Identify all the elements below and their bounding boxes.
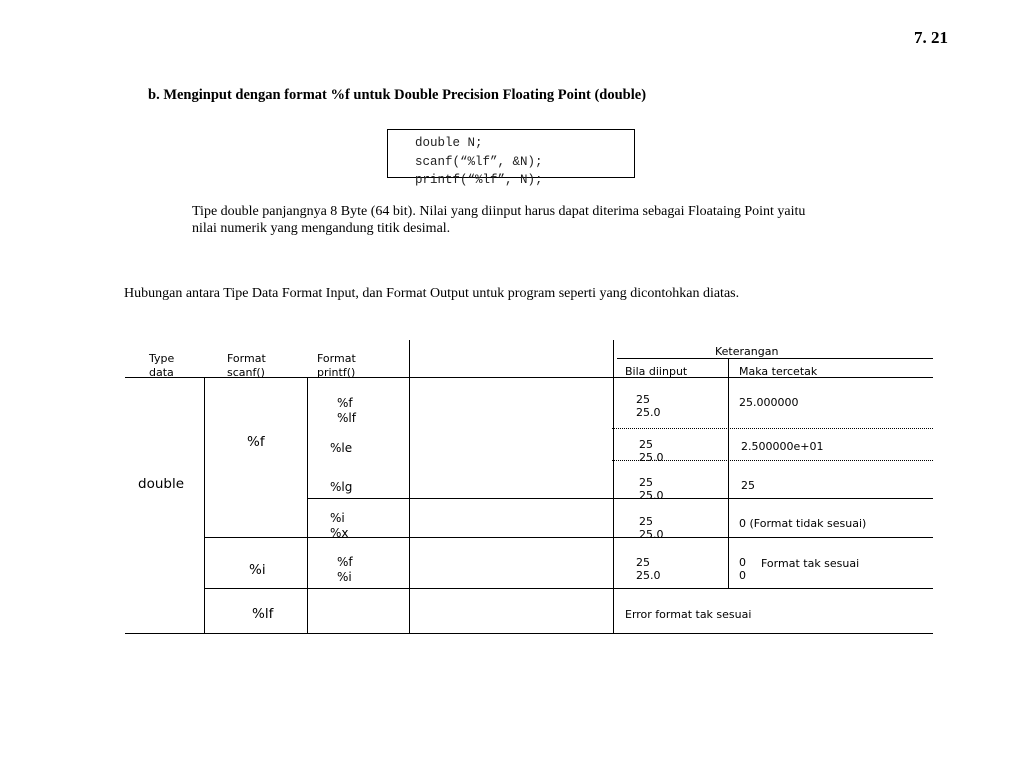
- row-divider-5: [205, 588, 933, 589]
- row-5-output-2: 0: [739, 569, 746, 582]
- row-5-output-1: 0: [739, 556, 746, 569]
- row-4-input-2: 25.0: [639, 528, 664, 541]
- row-divider-1: [612, 428, 933, 429]
- code-line-printf: printf(“%lf”, N);: [415, 173, 543, 187]
- row-3-output: 25: [741, 479, 755, 492]
- page-number: 7. 21: [914, 28, 948, 47]
- row-1-input-1: 25: [636, 393, 650, 406]
- code-box: [387, 129, 635, 187]
- keterangan-rule: [617, 358, 933, 359]
- row-1-output: 25.000000: [739, 396, 799, 409]
- description-line-2: nilai numerik yang mengandung titik desimal.: [192, 221, 451, 236]
- col-divider-printf: [409, 340, 410, 633]
- row-5-printf-2: %i: [337, 570, 352, 584]
- row-3-input-2: 25.0: [639, 489, 664, 502]
- row-1-input-2: 25.0: [636, 406, 661, 419]
- row-2-output: 2.500000e+01: [741, 440, 824, 453]
- col-divider-input: [728, 358, 729, 588]
- header-type-2: data: [149, 366, 174, 379]
- header-maka-tercetak: Maka tercetak: [739, 365, 818, 378]
- description-line-1: Tipe double panjangnya 8 Byte (64 bit). Nilai yang diinput harus dapat diterima sebagai Floataing Point yaitu: [192, 204, 806, 219]
- row-1-printf-1: %f: [337, 396, 353, 410]
- header-keterangan: Keterangan: [715, 345, 779, 358]
- scanf-group-lf: %lf: [252, 606, 274, 622]
- row-2-input-1: 25: [639, 438, 653, 451]
- row-divider-3: [307, 498, 933, 499]
- header-type-1: Type: [149, 352, 175, 365]
- row-4-input-1: 25: [639, 515, 653, 528]
- col-divider-type: [204, 377, 205, 633]
- code-line-scanf: scanf(“%lf”, &N);: [415, 155, 543, 169]
- row-5-note: Format tak sesuai: [761, 557, 860, 570]
- row-divider-4: [205, 537, 933, 538]
- scanf-group-f: %f: [247, 434, 265, 450]
- table-bottom-rule: [125, 633, 933, 634]
- code-line-declaration: double N;: [415, 136, 483, 150]
- col-divider-scanf: [307, 377, 308, 633]
- header-scanf-2: scanf(): [227, 366, 265, 379]
- row-4-printf-2: %x: [330, 526, 349, 540]
- row-2-input-2: 25.0: [639, 451, 664, 464]
- row-4-output: 0 (Format tidak sesuai): [739, 517, 867, 530]
- type-value: double: [138, 476, 185, 492]
- row-3-input-1: 25: [639, 476, 653, 489]
- header-bila-diinput: Bila diinput: [625, 365, 688, 378]
- row-2-printf: %le: [330, 441, 353, 455]
- row-3-printf: %lg: [330, 480, 353, 494]
- section-title: b. Menginput dengan format %f untuk Double Precision Floating Point (double): [148, 87, 647, 103]
- row-5-printf-1: %f: [337, 555, 353, 569]
- header-printf-2: printf(): [317, 366, 356, 379]
- row-5-input-1: 25: [636, 556, 650, 569]
- row-5-input-2: 25.0: [636, 569, 661, 582]
- error-text: Error format tak sesuai: [625, 608, 752, 621]
- scanf-group-i: %i: [249, 562, 266, 578]
- col-divider-extra: [613, 340, 614, 633]
- header-printf-1: Format: [317, 352, 356, 365]
- relation-text: Hubungan antara Tipe Data Format Input, dan Format Output untuk program seperti yang dicontohkan diatas.: [124, 286, 740, 301]
- row-4-printf-1: %i: [330, 511, 345, 525]
- header-scanf-1: Format: [227, 352, 266, 365]
- row-1-printf-2: %lf: [337, 411, 356, 425]
